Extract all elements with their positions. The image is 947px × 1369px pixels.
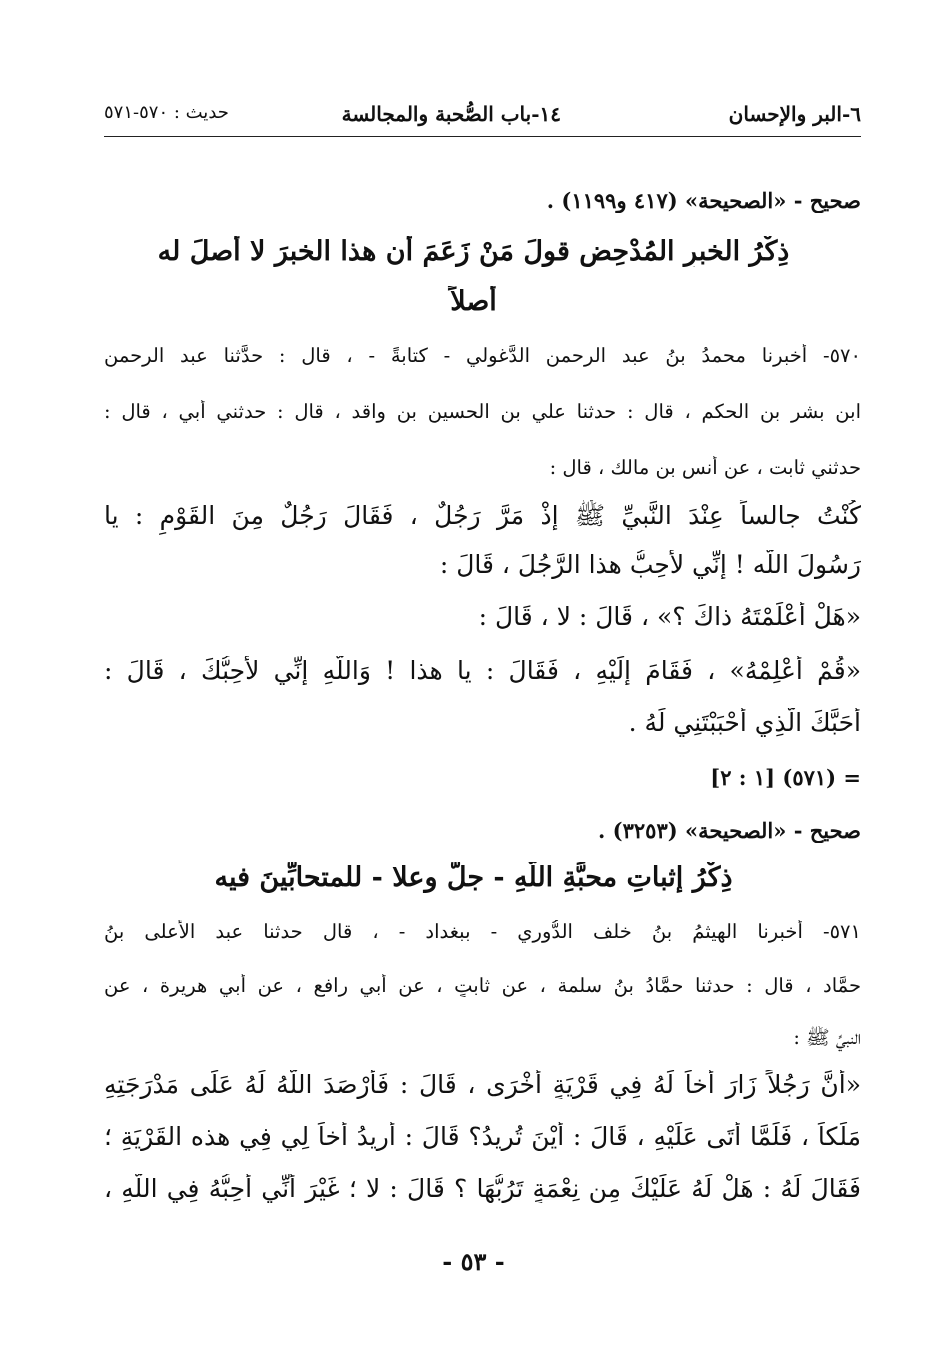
matn-line: مَلَكاً ، فَلَمَّا أَتَى عَلَيْهِ ، قَالَ : أَيْنَ تُرِيدُ؟ قَالَ : أُرِيدُ أَخاً لِي فِي هذه القَرْيَةِ ؛ (104, 1122, 861, 1151)
isnad-line: النبيِّ ﷺ : (793, 1026, 861, 1049)
matn-line: «هَلْ أَعْلَمْتَهُ ذاكَ ؟» ، قَالَ : لا ، قَالَ : (478, 602, 861, 631)
matn-line: «أَنَّ رَجُلاً زَارَ أخاً لَهُ فِي قَرْيَةٍ أُخْرَى ، قَالَ : فَأَرْصَدَ اللَّهُ لَهُ عَلَى مَدْرَجَتِهِ (104, 1070, 861, 1099)
section-title: ١٤-باب الصُّحبة والمجالسة (341, 102, 561, 126)
isnad-line: ٥٧٠- أخبرنا محمدُ بنُ عبد الرحمن الدَّغولي - كتابةً - ، قال : حدَّثنا عبد الرحمن (104, 344, 861, 367)
grade-line: صحيح - «الصحيحة» (٣٢٥٣) . (598, 818, 861, 843)
hadith-range: حديث : ٥٧٠-٥٧١ (104, 102, 229, 123)
grade-line: صحيح - «الصحيحة» (٤١٧ و١١٩٩) . (546, 188, 861, 213)
chapter-heading-line-2: أصلاً (450, 286, 497, 317)
cross-reference: = (٥٧١) [١ : ٢] (710, 765, 861, 790)
matn-line: «قُمْ أَعْلِمْهُ» ، فَقَامَ إِلَيْهِ ، فَقَالَ : يا هذا ! وَاللَّهِ إنِّي لأحِبُّكَ ، قَالَ : (104, 656, 861, 685)
isnad-line: حدثني ثابت ، عن أنس بن مالك ، قال : (549, 456, 861, 479)
running-header (104, 96, 861, 137)
page-number: - ٥٣ - (442, 1247, 505, 1276)
chapter-heading-line-1: ذِكْرُ الخبرِ المُدْحِضِ قولَ مَنْ زَعَمَ أن هذا الخبرَ لا أصلَ له (157, 236, 790, 267)
matn-line: فَقَالَ لَهُ : هَلْ لَهُ عَلَيْكَ مِن نِعْمَةٍ تَرُبُّهَا ؟ قَالَ : لا ؛ غَيْرَ أَنِّي أُحِبُّهُ فِي اللَّهِ ، (104, 1174, 861, 1203)
matn-line: رَسُولَ اللَّه ! إنِّي لأحِبُّ هذا الرَّجُلَ ، قَالَ : (439, 550, 861, 579)
isnad-line: حمَّاد ، قال : حدثنا حمَّادُ بنُ سلمة ، عن ثابتٍ ، عن أبي رافع ، عن أبي هريرة ، عن (104, 974, 861, 997)
chapter-title: ٦-البر والإحسان (728, 102, 861, 126)
matn-line: كُنْتُ جالساً عِنْدَ النَّبيِّ ﷺ إذْ مَرَّ رَجُلٌ ، فَقَالَ رَجُلٌ مِنَ القَوْمِ : يا (104, 501, 861, 530)
isnad-line: ٥٧١- أخبرنا الهيثمُ بنُ خلف الدُّوري - ببغداد - ، قال حدثنا عبد الأعلى بنُ (104, 920, 861, 943)
matn-line: أَحَبَّكَ الَّذِي أَحْبَبْتَنِي لَهُ . (628, 708, 861, 737)
chapter-heading-line-1: ذِكْرُ إثباتِ محبَّةِ اللَّهِ - جلَّ وعلا - للمتحابِّينَ فيه (214, 862, 733, 893)
isnad-line: ابن بشر بن الحكم ، قال : حدثنا علي بن الحسين بن واقد ، قال : حدثني أبي ، قال : (104, 400, 861, 423)
